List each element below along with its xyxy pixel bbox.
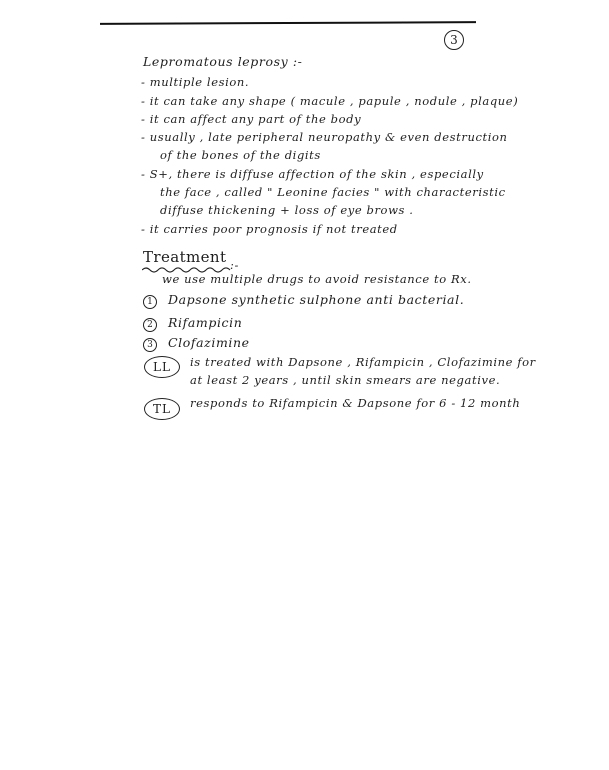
top-rule-line (100, 21, 476, 25)
bullet-line: - it carries poor prognosis if not treated (141, 222, 398, 236)
bullet-continuation: diffuse thickening + loss of eye brows . (160, 203, 414, 217)
page-number-badge: 3 (444, 30, 464, 50)
bullet-line: - it can affect any part of the body (141, 112, 362, 126)
drug-number-badge: 3 (143, 338, 157, 352)
drug-item: Rifampicin (168, 315, 243, 330)
bullet-line: - S+, there is diffuse affection of the skin , especially (141, 167, 484, 181)
treatment-note: is treated with Dapsone , Rifampicin , Clofazimine for (190, 355, 536, 369)
drug-item: Clofazimine (168, 335, 250, 350)
bullet-continuation: the face , called " Leonine facies " with characteristic (160, 185, 506, 199)
section-title: Lepromatous leprosy :- (143, 54, 303, 69)
treatment-heading: Treatment (143, 248, 227, 266)
ll-abbreviation-badge: LL (144, 356, 180, 378)
drug-number-badge: 2 (143, 318, 157, 332)
treatment-note-continuation: at least 2 years , until skin smears are negative. (190, 373, 501, 387)
treatment-heading-suffix: :- (230, 258, 239, 272)
drug-number-badge: 1 (143, 295, 157, 309)
tl-abbreviation-badge: TL (144, 398, 180, 420)
bullet-line: - it can take any shape ( macule , papule , nodule , plaque) (141, 94, 519, 108)
bullet-line: - multiple lesion. (141, 75, 250, 89)
bullet-continuation: of the bones of the digits (160, 148, 321, 162)
bullet-line: - usually , late peripheral neuropathy & even destruction (141, 130, 508, 144)
treatment-note: responds to Rifampicin & Dapsone for 6 - 12 month (190, 396, 521, 410)
drug-item: Dapsone synthetic sulphone anti bacterial. (168, 292, 465, 307)
treatment-intro: we use multiple drugs to avoid resistance to Rx. (162, 272, 472, 286)
